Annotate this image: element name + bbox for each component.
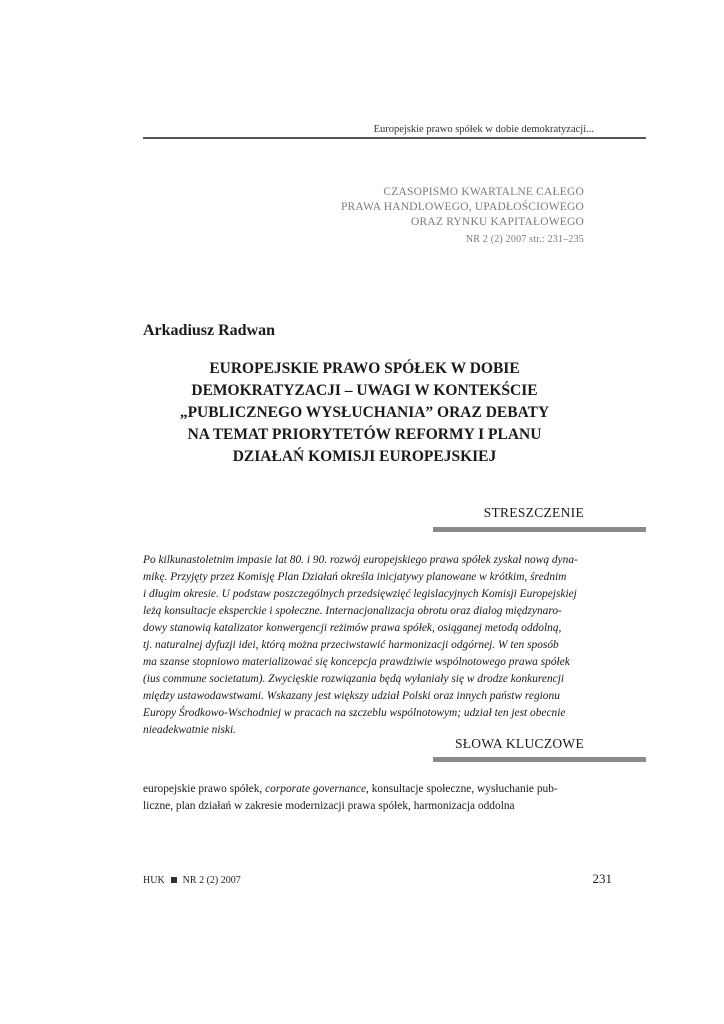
abstract-line: nieadekwatnie niski. [143, 724, 236, 736]
title-line: EUROPEJSKIE PRAWO SPÓŁEK W DOBIE [209, 360, 520, 377]
abstract-line: mikę. Przyjęty przez Komisję Plan Działań określa inicjatywy planowane w krótkim, średnim [143, 571, 567, 583]
keywords-line [143, 781, 586, 798]
journal-title-line: ORAZ RYNKU KAPITAŁOWEGO [411, 216, 584, 228]
header-rule [143, 137, 646, 139]
abstract-line: tj. naturalnej dyfuzji idei, którą można przeciwstawić harmonizacji odgórnej. W ten sposób [143, 639, 559, 651]
abstract-line: leżą konsultacje eksperckie i społeczne. Internacjonalizacja obrotu oraz dialog międzynaro- [143, 605, 562, 617]
abstract-text [143, 552, 586, 739]
abstract-heading: STRESZCZENIE [483, 505, 584, 520]
keywords-text [143, 781, 586, 815]
journal-info [341, 185, 584, 247]
running-head: Europejskie prawo spółek w dobie demokratyzacji... [373, 124, 594, 135]
journal-title-line: PRAWA HANDLOWEGO, UPADŁOŚCIOWEGO [340, 201, 584, 213]
title-line: „PUBLICZNEGO WYSŁUCHANIA” ORAZ DEBATY [179, 404, 550, 421]
abstract-line: między ustawodawstwami. Wskazany jest większy udział Polski oraz innych państw regionu [143, 690, 560, 702]
title-line: DZIAŁAŃ KOMISJI EUROPEJSKIEJ [232, 448, 497, 465]
page-number: 231 [592, 871, 612, 886]
footer-issue: NR 2 (2) 2007 [182, 875, 241, 886]
keywords-heading-rule [433, 757, 646, 762]
keywords-heading: SŁOWA KLUCZOWE [454, 736, 584, 751]
footer-journal-abbr: HUK [143, 875, 165, 886]
article-title [143, 358, 586, 468]
keywords-italic: corporate governance [265, 783, 367, 795]
title-line: DEMOKRATYZACJI – UWAGI W KONTEKŚCIE [191, 382, 538, 399]
keywords-line: liczne, plan działań w zakresie modernizacji prawa spółek, harmonizacja oddolna [143, 800, 515, 812]
square-bullet-icon [171, 877, 177, 883]
abstract-line: dowy stanowią katalizator konwergencji reżimów prawa spółek, osiąganej metodą oddolną, [143, 622, 562, 634]
keywords-part: europejskie prawo spółek, [143, 783, 266, 795]
abstract-line: Europy Środkowo-Wschodniej w pracach na szczeblu wspólnotowym; udział ten jest obecnie [143, 707, 566, 719]
keywords-part: , konsultacje społeczne, wysłuchanie pub- [366, 783, 558, 795]
abstract-line: Po kilkunastoletnim impasie lat 80. i 90. rozwój europejskiego prawa spółek zyskał nową dyna- [143, 554, 578, 566]
footer-journal [143, 875, 241, 886]
journal-title-line: CZASOPISMO KWARTALNE CAŁEGO [383, 186, 584, 198]
author-name: Arkadiusz Radwan [143, 322, 276, 339]
abstract-heading-rule [433, 527, 646, 532]
abstract-line: i długim okresie. U podstaw poszczególnych przedsięwzięć legislacyjnych Komisji Europejskiej [143, 588, 577, 600]
title-line: NA TEMAT PRIORYTETÓW REFORMY I PLANU [187, 426, 542, 443]
abstract-line: (ius commune societatum). Zwycięskie rozwiązania będą wyłaniały się w drodze konkurencji [143, 673, 565, 685]
journal-issue: NR 2 (2) 2007 str.: 231–235 [465, 234, 584, 245]
abstract-line: ma szanse stopniowo materializować się koncepcja prawdziwie wspólnotowego prawa spółek [143, 656, 570, 668]
